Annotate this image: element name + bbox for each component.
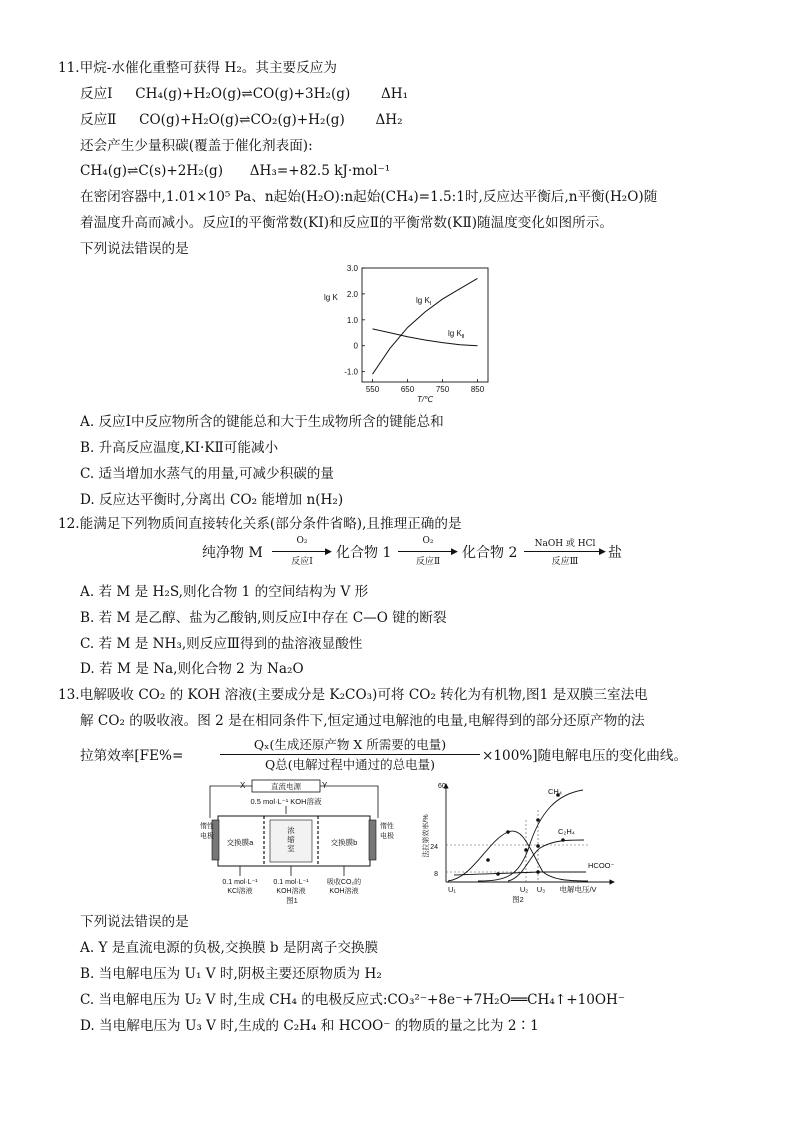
reaction-equation: CH₄(g)⇌C(s)+2H₂(g) (80, 163, 224, 179)
y-tick-label: 0 (353, 341, 358, 351)
q13-option-d[interactable]: D. 当电解电压为 U₃ V 时,生成的 C₂H₄ 和 HCOO⁻ 的物质的量之比为 2∶1 (80, 1018, 539, 1034)
q11-option-a[interactable]: A. 反应Ⅰ中反应物所含的键能总和大于生成物所含的键能总和 (80, 414, 444, 430)
scheme-arrow-2 (398, 551, 456, 552)
x-tick-label: 850 (470, 385, 485, 394)
wire-left (210, 786, 252, 818)
q13-stem-1: 13.电解吸收 CO₂ 的 KOH 溶液(主要成分是 K₂CO₃)可将 CO₂ 转化为有机物,图1 是双膜三室法电 (58, 687, 648, 703)
q11-reaction-3 (80, 161, 390, 181)
fig2-caption: 图2 (512, 895, 524, 904)
reaction-equation: CO(g)+H₂O(g)⇌CO₂(g)+H₂(g) (139, 112, 345, 128)
reaction-enthalpy: ΔH₂ (375, 112, 403, 128)
fig2-x-tick-u3: U₃ (536, 885, 546, 894)
arrow-head-icon: ▶ (451, 547, 458, 557)
fig2-point (536, 870, 540, 874)
power-x-label: X (240, 781, 246, 790)
fig2-point (486, 858, 490, 862)
x-axis-label: T/℃ (416, 395, 434, 404)
wire-right (320, 786, 378, 818)
reaction-label: 反应Ⅰ (80, 86, 113, 102)
right-electrode-label: 惰性电极 (380, 823, 394, 840)
inflow-1-line1: 0.1 mol·L⁻¹ (222, 879, 258, 886)
arrow-head-icon: ▶ (599, 547, 606, 557)
scheme-o2-1: O₂ (296, 536, 308, 546)
q13-option-b[interactable]: B. 当电解电压为 U₁ V 时,阴极主要还原物质为 H₂ (80, 966, 382, 982)
fig2-point (536, 818, 540, 822)
q13-stem-2: 解 CO₂ 的吸收液。图 2 是在相同条件下,恒定通过电解池的电量,电解得到的部分还原产物的法 (80, 713, 645, 729)
q11-condition-1: 在密闭容器中,1.01×10⁵ Pa、n起始(H₂O):n起始(CH₄)=1.5:1时,反应达平衡后,n平衡(H₂O)随 (80, 189, 658, 205)
left-electrode-label: 惰性电极 (200, 823, 214, 840)
y-tick-label: 2.0 (346, 289, 358, 299)
q13-option-c[interactable]: C. 当电解电压为 U₂ V 时,生成 CH₄ 的电极反应式:CO₃²⁻+8e⁻+7H₂O══CH₄↑+10OH⁻ (80, 992, 626, 1008)
inflow-3-line1: 吸收CO₂的 (326, 879, 362, 886)
q11-option-b[interactable]: B. 升高反应温度,KⅠ·KⅡ可能减小 (80, 440, 279, 456)
fig2-x-tick-u2: U₂ (519, 885, 529, 894)
scheme-step-1: 反应Ⅰ (291, 557, 313, 567)
fig2-label-ch4: CH₄ (548, 787, 562, 796)
reaction-enthalpy: ΔH₁ (380, 86, 409, 102)
fig2-y-tick-8: 8 (434, 871, 438, 878)
q12-option-d[interactable]: D. 若 M 是 Na,则化合物 2 为 Na₂O (80, 661, 304, 677)
q12-scheme (202, 536, 622, 572)
fig2-point (496, 872, 500, 876)
q11-reaction-1 (80, 84, 408, 104)
fig2-point (561, 838, 565, 842)
q13-option-a[interactable]: A. Y 是直流电源的负极,交换膜 b 是阴离子交换膜 (80, 940, 379, 956)
fig2-faradaic-efficiency (418, 780, 624, 904)
q11-reaction-2 (80, 110, 403, 130)
series-label-2: $\lg K_Ⅱ$ (448, 329, 465, 340)
series-label-1: $\lg K_Ⅰ$ (416, 296, 432, 307)
fig2-y-tick-24: 24 (430, 844, 438, 851)
fig2-point (524, 848, 528, 852)
y-tick-label: -1.0 (344, 367, 358, 377)
q11-stem: 11.甲烷-水催化重整可获得 H₂。其主要反应为 (58, 60, 337, 76)
series-line-1 (373, 278, 478, 374)
fig2-x-tick-u1: U₁ (448, 885, 456, 894)
right-electrode (369, 820, 376, 860)
q13-ask: 下列说法错误的是 (80, 914, 189, 930)
q12-option-c[interactable]: C. 若 M 是 NH₃,则反应Ⅲ得到的盐溶液显酸性 (80, 636, 363, 652)
membrane-a-label: 交换膜a (226, 838, 254, 847)
inflow-3-line2: KOH溶液 (329, 888, 359, 895)
lgk-chart (318, 258, 498, 406)
power-supply-label: 直流电源 (271, 782, 301, 791)
scheme-arrow-3 (524, 551, 604, 552)
fig2-curve-h2 (448, 831, 588, 881)
scheme-m: 纯净物 M (202, 545, 263, 561)
fe-prefix: 拉第效率[FE%= (80, 748, 184, 764)
scheme-compound-1: 化合物 1 (336, 545, 392, 561)
y-axis-label: lg K (324, 293, 338, 302)
arrow-head-icon: ▶ (325, 547, 332, 557)
fig2-y-title: 法拉第效率/% (423, 814, 430, 858)
scheme-step-2: 反应Ⅱ (415, 557, 441, 567)
reaction-label: 反应Ⅱ (80, 112, 117, 128)
membrane-b-label: 交换膜b (330, 838, 358, 847)
x-tick-label: 550 (365, 385, 380, 394)
fig2-label-hcoo: HCOO⁻ (588, 861, 615, 870)
q11-condition-2: 着温度升高而减小。反应Ⅰ的平衡常数(KⅠ)和反应Ⅱ的平衡常数(KⅡ)随温度变化如图所示。 (80, 215, 613, 231)
scheme-reagent-3: NaOH 或 HCl (534, 539, 596, 549)
mid-room-label: 浓缩室 (287, 826, 295, 853)
chart-frame (362, 268, 488, 382)
fe-denominator: Q总(电解过程中通过的总电量) (264, 757, 435, 772)
fig2-x-title: 电解电压/V (559, 885, 597, 894)
reaction-enthalpy: ΔH₃=+82.5 kJ·mol⁻¹ (249, 163, 391, 179)
q11-option-c[interactable]: C. 适当增加水蒸气的用量,可减少积碳的量 (80, 466, 334, 482)
scheme-step-3: 反应Ⅲ (551, 557, 579, 567)
fig1-electrolysis-cell (200, 778, 392, 904)
q11-option-d[interactable]: D. 反应达平衡时,分离出 CO₂ 能增加 n(H₂) (80, 492, 344, 508)
fe-fraction-bar (220, 754, 480, 755)
inflow-2-line2: KOH溶液 (276, 888, 306, 895)
inflow-2-line1: 0.1 mol·L⁻¹ (273, 879, 309, 886)
q11-ask: 下列说法错误的是 (80, 241, 189, 257)
inflow-1-line2: KCl溶液 (227, 888, 253, 895)
power-y-label: Y (322, 781, 328, 790)
scheme-o2-2: O₂ (422, 536, 434, 546)
scheme-arrow-1 (272, 551, 330, 552)
fe-suffix: ×100%]随电解电压的变化曲线。 (482, 748, 688, 764)
y-tick-label: 1.0 (346, 315, 358, 325)
fe-numerator: Qₓ(生成还原产物 X 所需要的电量) (253, 737, 447, 752)
x-tick-label: 650 (400, 385, 415, 394)
fig2-point (506, 830, 510, 834)
fig1-caption: 图1 (286, 896, 298, 905)
q11-carbon-note: 还会产生少量积碳(覆盖于催化剂表面): (80, 138, 313, 154)
q12-stem: 12.能满足下列物质间直接转化关系(部分条件省略),且推理正确的是 (58, 516, 462, 532)
fig2-y-top: 60 (438, 783, 446, 790)
q12-option-a[interactable]: A. 若 M 是 H₂S,则化合物 1 的空间结构为 V 形 (80, 584, 369, 600)
reaction-equation: CH₄(g)+H₂O(g)⇌CO(g)+3H₂(g) (135, 86, 351, 102)
x-tick-label: 750 (435, 385, 450, 394)
fig2-point (536, 844, 540, 848)
fig2-label-c2h4: C₂H₄ (558, 827, 575, 836)
q12-option-b[interactable]: B. 若 M 是乙醇、盐为乙酸钠,则反应Ⅰ中存在 C—O 键的断裂 (80, 610, 447, 626)
scheme-salt: 盐 (608, 545, 622, 561)
fig2-curve-c2h4 (508, 840, 584, 881)
y-tick-label: 3.0 (346, 264, 358, 273)
scheme-compound-2: 化合物 2 (462, 545, 518, 561)
top-solution: 0.5 mol·L⁻¹ KOH溶液 (250, 797, 322, 806)
